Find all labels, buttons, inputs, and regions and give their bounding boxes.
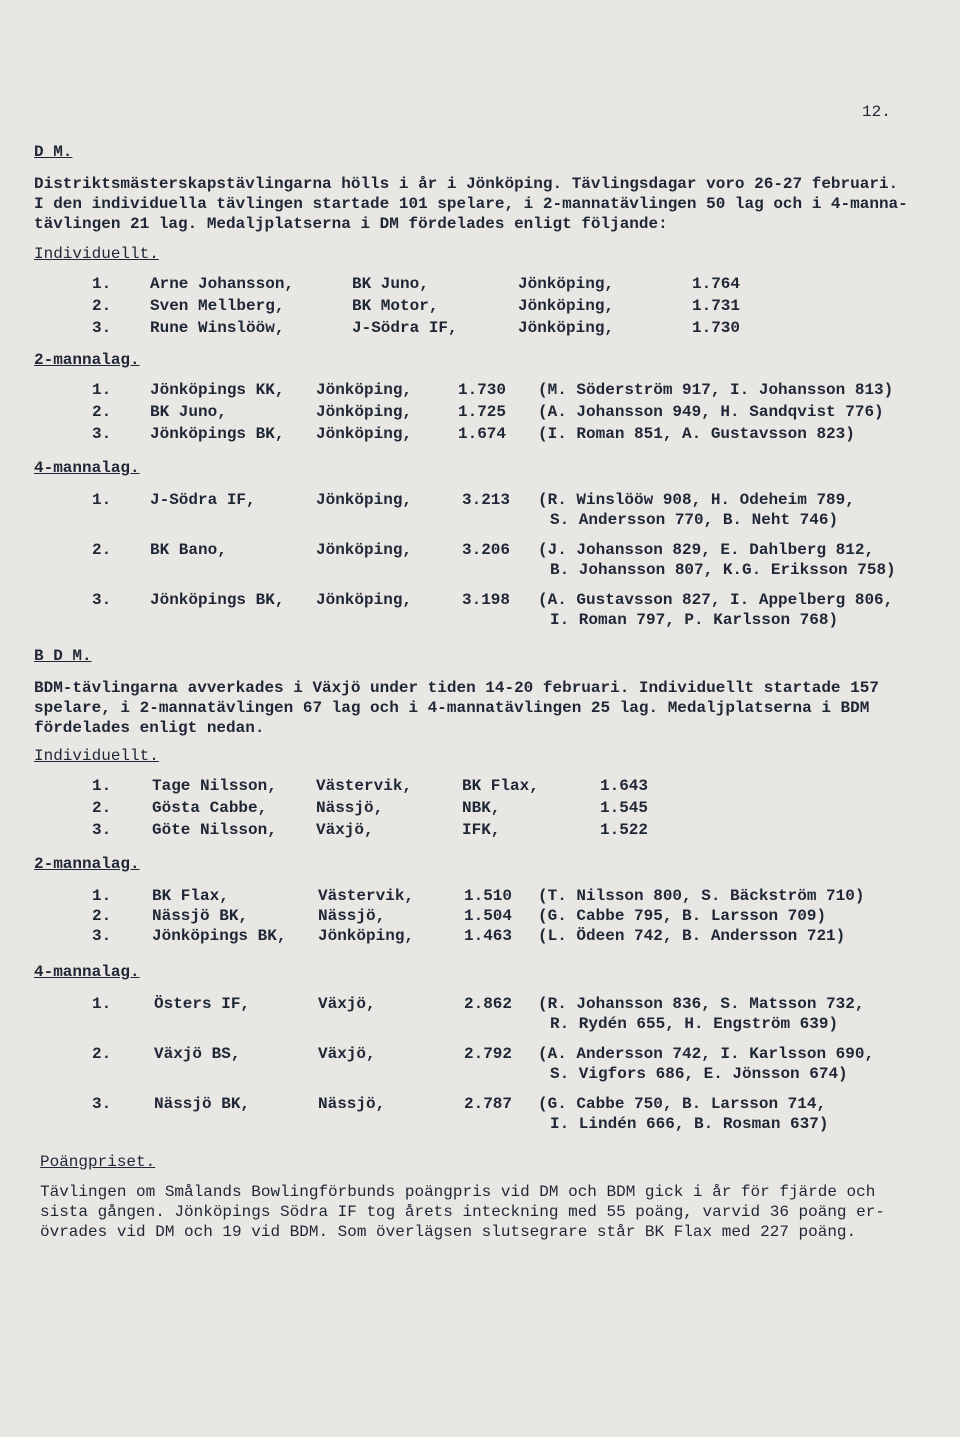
poangpriset-line: Tävlingen om Smålands Bowlingförbunds poängpris vid DM och BDM gick i år för fjärde och <box>40 1183 876 1201</box>
bdm-2manna-row: 3. Jönköpings BK, Jönköping, 1.463 (L. Ödeen 742, B. Andersson 721) <box>92 927 846 945</box>
bdm-intro-line: spelare, i 2-mannatävlingen 67 lag och i 4-mannatävlingen 25 lag. Medaljplatserna i BDM <box>34 699 870 717</box>
bdm-2manna-row: 1. BK Flax, Västervik, 1.510 (T. Nilsson 800, S. Bäckström 710) <box>92 887 865 905</box>
bdm-4manna-row: 1. Östers IF, Växjö, 2.862 (R. Johansson 836, S. Matsson 732, <box>92 995 865 1013</box>
poangpriset-label: Poängpriset. <box>40 1153 156 1171</box>
bdm-2manna-row: 2. Nässjö BK, Nässjö, 1.504 (G. Cabbe 795, B. Larsson 709) <box>92 907 827 925</box>
bdm-4manna-row-cont: S. Vigfors 686, E. Jönsson 674) <box>550 1065 848 1083</box>
bdm-intro-line: BDM-tävlingarna avverkades i Växjö under tiden 14-20 februari. Individuellt startade 157 <box>34 679 879 697</box>
dm-intro-line: I den individuella tävlingen startade 101 spelare, i 2-mannatävlingen 50 lag och i 4-manna- <box>34 195 908 213</box>
bdm-4manna-row-cont: R. Rydén 655, H. Engström 639) <box>550 1015 839 1033</box>
dm-individual-row: 2. Sven Mellberg, BK Motor, Jönköping, 1.731 <box>92 297 741 315</box>
bdm-individual-row: 3. Göte Nilsson, Växjö, IFK, 1.522 <box>92 821 649 839</box>
dm-heading: D M. <box>34 143 73 161</box>
bdm-2manna-label: 2-mannalag. <box>34 855 140 873</box>
bdm-intro-line: fördelades enligt nedan. <box>34 719 265 737</box>
dm-individuellt-label: Individuellt. <box>34 245 159 263</box>
dm-intro-line: tävlingen 21 lag. Medaljplatserna i DM fördelades enligt följande: <box>34 215 668 233</box>
dm-4manna-row: 2. BK Bano, Jönköping, 3.206 (J. Johansson 829, E. Dahlberg 812, <box>92 541 875 559</box>
bdm-4manna-label: 4-mannalag. <box>34 963 140 981</box>
dm-4manna-row: 1. J-Södra IF, Jönköping, 3.213 (R. Winslööw 908, H. Odeheim 789, <box>92 491 855 509</box>
dm-4manna-row-cont: B. Johansson 807, K.G. Eriksson 758) <box>550 561 896 579</box>
poangpriset-line: sista gången. Jönköpings Södra IF tog årets inteckning med 55 poäng, varvid 36 poäng er- <box>40 1203 885 1221</box>
dm-4manna-row-cont: I. Roman 797, P. Karlsson 768) <box>550 611 839 629</box>
dm-4manna-label: 4-mannalag. <box>34 459 140 477</box>
bdm-4manna-row: 2. Växjö BS, Växjö, 2.792 (A. Andersson 742, I. Karlsson 690, <box>92 1045 875 1063</box>
poangpriset-line: övrades vid DM och 19 vid BDM. Som överlägsen slutsegrare står BK Flax med 227 poäng. <box>40 1223 857 1241</box>
bdm-individual-row: 2. Gösta Cabbe, Nässjö, NBK, 1.545 <box>92 799 649 817</box>
bdm-4manna-row: 3. Nässjö BK, Nässjö, 2.787 (G. Cabbe 750, B. Larsson 714, <box>92 1095 827 1113</box>
dm-2manna-label: 2-mannalag. <box>34 351 140 369</box>
dm-individual-row: 3. Rune Winslööw, J-Södra IF, Jönköping, 1.730 <box>92 319 741 337</box>
page-number: 12. <box>862 103 891 121</box>
dm-4manna-row-cont: S. Andersson 770, B. Neht 746) <box>550 511 839 529</box>
dm-2manna-row: 2. BK Juno, Jönköping, 1.725 (A. Johansson 949, H. Sandqvist 776) <box>92 403 884 421</box>
bdm-4manna-row-cont: I. Lindén 666, B. Rosman 637) <box>550 1115 829 1133</box>
dm-4manna-row: 3. Jönköpings BK, Jönköping, 3.198 (A. Gustavsson 827, I. Appelberg 806, <box>92 591 894 609</box>
dm-intro-line: Distriktsmästerskapstävlingarna hölls i år i Jönköping. Tävlingsdagar voro 26-27 februari. <box>34 175 899 193</box>
dm-2manna-row: 1. Jönköpings KK, Jönköping, 1.730 (M. Söderström 917, I. Johansson 813) <box>92 381 894 399</box>
dm-2manna-row: 3. Jönköpings BK, Jönköping, 1.674 (I. Roman 851, A. Gustavsson 823) <box>92 425 855 443</box>
bdm-heading: B D M. <box>34 647 92 665</box>
dm-individual-row: 1. Arne Johansson, BK Juno, Jönköping, 1.764 <box>92 275 741 293</box>
bdm-individual-row: 1. Tage Nilsson, Västervik, BK Flax, 1.643 <box>92 777 649 795</box>
bdm-individuellt-label: Individuellt. <box>34 747 159 765</box>
